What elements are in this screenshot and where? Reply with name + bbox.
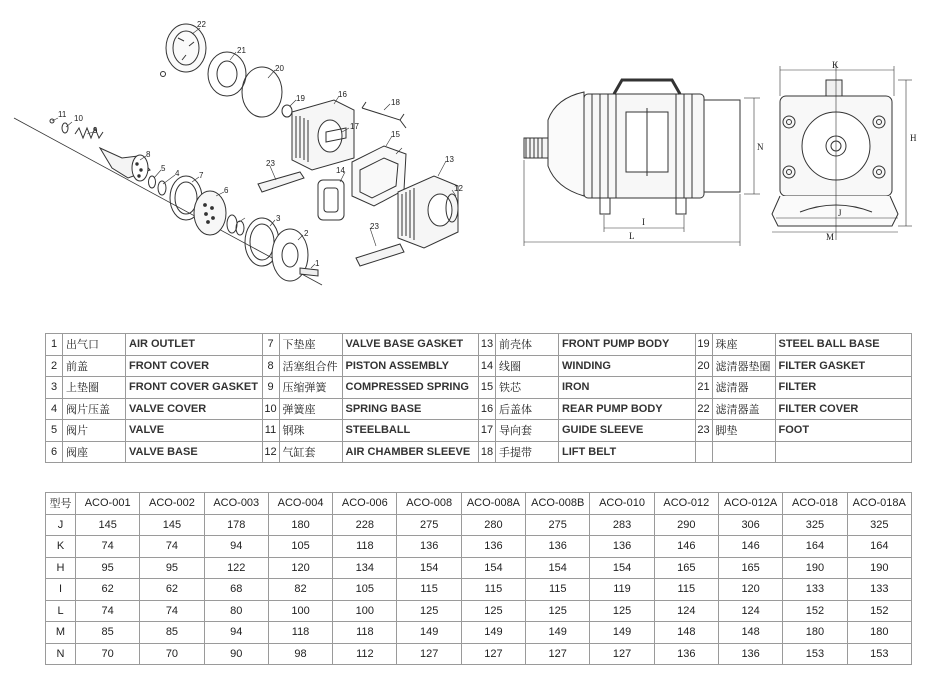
part-number: 13: [479, 334, 496, 356]
dimension-value: 100: [268, 600, 332, 622]
dimension-value: 136: [654, 643, 718, 665]
callout-19: 19: [296, 94, 305, 103]
dimension-value: 148: [718, 622, 782, 644]
callout-7: 7: [199, 171, 204, 180]
dimension-value: 125: [526, 600, 590, 622]
model-header: ACO-008B: [526, 493, 590, 515]
part-name-cn: 前盖: [63, 355, 126, 377]
dimension-value: 94: [204, 622, 268, 644]
dimension-value: 325: [783, 514, 847, 536]
model-header: ACO-004: [268, 493, 332, 515]
callout-22: 22: [197, 20, 206, 29]
part-number: 22: [695, 398, 712, 420]
dim-h: H: [910, 133, 917, 143]
part-name-en: FILTER COVER: [775, 398, 912, 420]
model-header: ACO-018: [783, 493, 847, 515]
dimension-value: 180: [783, 622, 847, 644]
dimension-value: 134: [333, 557, 397, 579]
dimension-value: 80: [204, 600, 268, 622]
part-name-en: FRONT PUMP BODY: [559, 334, 696, 356]
part-name-cn: 出气口: [63, 334, 126, 356]
dimension-key: H: [46, 557, 76, 579]
part-number: 23: [695, 420, 712, 442]
dimension-value: 62: [76, 579, 140, 601]
part-name-cn: 钢珠: [279, 420, 342, 442]
callout-15: 15: [391, 130, 400, 139]
dimension-key: J: [46, 514, 76, 536]
part-number: 18: [479, 441, 496, 463]
dimension-value: 190: [783, 557, 847, 579]
callout-13: 13: [445, 155, 454, 164]
dimension-value: 165: [718, 557, 782, 579]
part-name-en: FILTER GASKET: [775, 355, 912, 377]
dimension-value: 306: [718, 514, 782, 536]
callout-23-lower: 23: [370, 222, 379, 231]
callout-14: 14: [336, 166, 345, 175]
callout-9: 9: [93, 126, 98, 135]
dimension-value: 136: [590, 536, 654, 558]
dimension-value: 74: [76, 600, 140, 622]
part-name-cn: 滤清器盖: [712, 398, 775, 420]
part-name-cn: 上垫圈: [63, 377, 126, 399]
dimension-value: 148: [654, 622, 718, 644]
dim-k: K: [832, 60, 839, 70]
dimension-value: 154: [397, 557, 461, 579]
dimension-value: 136: [526, 536, 590, 558]
part-name-en: VALVE BASE GASKET: [342, 334, 479, 356]
part-name-en: SPRING BASE: [342, 398, 479, 420]
dimension-value: 145: [140, 514, 204, 536]
front-view: [772, 80, 898, 226]
spec-row: [46, 514, 912, 536]
part-number: 2: [46, 355, 63, 377]
model-header: ACO-008: [397, 493, 461, 515]
dimension-value: 95: [76, 557, 140, 579]
part-name-en: AIR OUTLET: [126, 334, 263, 356]
dimension-value: 228: [333, 514, 397, 536]
part-number: 8: [262, 355, 279, 377]
spec-row: [46, 622, 912, 644]
part-name-cn: 滤清器: [712, 377, 775, 399]
dimension-value: 122: [204, 557, 268, 579]
part-name-en: COMPRESSED SPRING: [342, 377, 479, 399]
part-name-en: VALVE: [126, 420, 263, 442]
dim-l: L: [629, 231, 635, 241]
part-name-cn: 气缸套: [279, 441, 342, 463]
callout-10: 10: [74, 114, 83, 123]
side-view: [524, 80, 740, 214]
part-name-en: PISTON ASSEMBLY: [342, 355, 479, 377]
dim-i: I: [642, 217, 645, 227]
dimension-value: 100: [333, 600, 397, 622]
part-name-en: AIR CHAMBER SLEEVE: [342, 441, 479, 463]
dimension-value: 112: [333, 643, 397, 665]
part-name-en: FILTER: [775, 377, 912, 399]
callout-23: 23: [266, 159, 275, 168]
part-name-cn: 弹簧座: [279, 398, 342, 420]
empty-cell: [712, 441, 775, 463]
dimension-value: 90: [204, 643, 268, 665]
dimension-value: 164: [847, 536, 911, 558]
dimension-value: 74: [76, 536, 140, 558]
dimension-value: 154: [590, 557, 654, 579]
part-name-en: LIFT BELT: [559, 441, 696, 463]
dimension-value: 105: [333, 579, 397, 601]
dimension-value: 70: [76, 643, 140, 665]
model-header: ACO-001: [76, 493, 140, 515]
dimension-value: 74: [140, 536, 204, 558]
dimension-value: 153: [847, 643, 911, 665]
dimension-value: 149: [526, 622, 590, 644]
part-number: 20: [695, 355, 712, 377]
part-number: 3: [46, 377, 63, 399]
dimension-value: 180: [268, 514, 332, 536]
dimension-value: 74: [140, 600, 204, 622]
parts-row: [46, 441, 912, 463]
dimension-value: 127: [590, 643, 654, 665]
empty-cell: [775, 441, 912, 463]
part-name-en: FOOT: [775, 420, 912, 442]
part-name-cn: 阀片: [63, 420, 126, 442]
part-name-cn: 活塞组合件: [279, 355, 342, 377]
dimension-value: 125: [397, 600, 461, 622]
dimension-value: 152: [783, 600, 847, 622]
part-number: 16: [479, 398, 496, 420]
model-header: ACO-012A: [718, 493, 782, 515]
dimension-value: 85: [140, 622, 204, 644]
dimension-value: 133: [783, 579, 847, 601]
callout-18: 18: [391, 98, 400, 107]
dimension-value: 190: [847, 557, 911, 579]
dimension-value: 118: [333, 536, 397, 558]
callout-4: 4: [175, 169, 180, 178]
part-name-cn: 压缩弹簧: [279, 377, 342, 399]
part-name-en: FRONT COVER: [126, 355, 263, 377]
callout-6: 6: [224, 186, 229, 195]
part-number: 9: [262, 377, 279, 399]
dimension-value: 133: [847, 579, 911, 601]
part-name-en: VALVE COVER: [126, 398, 263, 420]
part-name-cn: 阀片压盖: [63, 398, 126, 420]
model-header: ACO-003: [204, 493, 268, 515]
dimension-value: 153: [783, 643, 847, 665]
dimension-key: M: [46, 622, 76, 644]
callout-16: 16: [338, 90, 347, 99]
part-name-cn: 线圈: [496, 355, 559, 377]
dimension-value: 82: [268, 579, 332, 601]
dimension-value: 125: [461, 600, 525, 622]
spec-row: [46, 643, 912, 665]
dimension-value: 119: [590, 579, 654, 601]
dimension-value: 290: [654, 514, 718, 536]
part-number: 10: [262, 398, 279, 420]
part-name-cn: 铁芯: [496, 377, 559, 399]
part-name-cn: 导向套: [496, 420, 559, 442]
parts-row: [46, 398, 912, 420]
part-number: 15: [479, 377, 496, 399]
part-number: 14: [479, 355, 496, 377]
dimension-value: 118: [333, 622, 397, 644]
dimension-value: 275: [526, 514, 590, 536]
dimension-key: N: [46, 643, 76, 665]
spec-header-row: [46, 493, 912, 515]
dimension-value: 165: [654, 557, 718, 579]
dimension-value: 127: [397, 643, 461, 665]
dimension-value: 146: [654, 536, 718, 558]
parts-row: [46, 334, 912, 356]
spec-header-label: 型号: [46, 493, 76, 515]
dimension-value: 68: [204, 579, 268, 601]
callout-17: 17: [350, 122, 359, 131]
dim-m: M: [826, 232, 835, 242]
model-header: ACO-002: [140, 493, 204, 515]
dimension-value: 149: [397, 622, 461, 644]
dimension-value: 62: [140, 579, 204, 601]
part-number: 7: [262, 334, 279, 356]
parts-list-table: [45, 333, 912, 463]
part-number: 12: [262, 441, 279, 463]
dimension-value: 115: [654, 579, 718, 601]
dimension-key: L: [46, 600, 76, 622]
dimension-value: 178: [204, 514, 268, 536]
dimension-value: 127: [461, 643, 525, 665]
parts-row: [46, 377, 912, 399]
part-number: 6: [46, 441, 63, 463]
dimension-value: 280: [461, 514, 525, 536]
part-name-cn: 脚垫: [712, 420, 775, 442]
dimension-value: 180: [847, 622, 911, 644]
dimension-value: 127: [526, 643, 590, 665]
dimension-value: 115: [461, 579, 525, 601]
dimension-value: 145: [76, 514, 140, 536]
dimension-value: 136: [397, 536, 461, 558]
dimension-value: 146: [718, 536, 782, 558]
dimension-value: 94: [204, 536, 268, 558]
dim-n: N: [757, 142, 764, 152]
part-name-cn: 手提带: [496, 441, 559, 463]
part-name-en: IRON: [559, 377, 696, 399]
part-number: 17: [479, 420, 496, 442]
dimension-value: 120: [268, 557, 332, 579]
callout-5: 5: [161, 164, 166, 173]
model-header: ACO-012: [654, 493, 718, 515]
dimension-value: 105: [268, 536, 332, 558]
dimension-value: 124: [718, 600, 782, 622]
dimension-key: K: [46, 536, 76, 558]
callout-11: 11: [58, 110, 67, 119]
part-number: 1: [46, 334, 63, 356]
dimension-value: 275: [397, 514, 461, 536]
part-name-en: STEEL BALL BASE: [775, 334, 912, 356]
dimension-value: 115: [397, 579, 461, 601]
part-name-en: REAR PUMP BODY: [559, 398, 696, 420]
part-name-cn: 珠座: [712, 334, 775, 356]
spec-row: [46, 536, 912, 558]
model-dimensions-table: [45, 492, 912, 665]
dimension-value: 70: [140, 643, 204, 665]
parts-row: [46, 355, 912, 377]
part-name-en: GUIDE SLEEVE: [559, 420, 696, 442]
spec-row: [46, 600, 912, 622]
callout-2: 2: [304, 229, 309, 238]
part-number: 19: [695, 334, 712, 356]
dimension-value: 85: [76, 622, 140, 644]
model-header: ACO-010: [590, 493, 654, 515]
model-header: ACO-006: [333, 493, 397, 515]
dimension-value: 136: [461, 536, 525, 558]
callout-12: 12: [454, 184, 463, 193]
dimension-value: 95: [140, 557, 204, 579]
callout-20: 20: [275, 64, 284, 73]
model-header: ACO-008A: [461, 493, 525, 515]
callout-21: 21: [237, 46, 246, 55]
callout-3: 3: [276, 214, 281, 223]
part-name-en: VALVE BASE: [126, 441, 263, 463]
dimension-value: 149: [461, 622, 525, 644]
dimension-value: 164: [783, 536, 847, 558]
callout-1: 1: [315, 259, 320, 268]
dimension-value: 124: [654, 600, 718, 622]
dimension-value: 149: [590, 622, 654, 644]
empty-cell: [695, 441, 712, 463]
dimension-value: 325: [847, 514, 911, 536]
dimension-value: 154: [461, 557, 525, 579]
dimension-value: 136: [718, 643, 782, 665]
dimension-value: 125: [590, 600, 654, 622]
callout-8: 8: [146, 150, 151, 159]
dimension-value: 283: [590, 514, 654, 536]
part-name-en: STEELBALL: [342, 420, 479, 442]
part-number: 21: [695, 377, 712, 399]
part-number: 5: [46, 420, 63, 442]
technical-drawings: [0, 0, 940, 300]
part-name-cn: 前壳体: [496, 334, 559, 356]
model-header: ACO-018A: [847, 493, 911, 515]
part-number: 11: [262, 420, 279, 442]
part-name-en: FRONT COVER GASKET: [126, 377, 263, 399]
part-name-cn: 滤清器垫圈: [712, 355, 775, 377]
dimension-value: 118: [268, 622, 332, 644]
part-name-cn: 下垫座: [279, 334, 342, 356]
exploded-view: [14, 24, 458, 285]
dimension-value: 120: [718, 579, 782, 601]
part-name-en: WINDING: [559, 355, 696, 377]
part-name-cn: 阀座: [63, 441, 126, 463]
dimension-key: I: [46, 579, 76, 601]
spec-row: [46, 579, 912, 601]
dimension-value: 152: [847, 600, 911, 622]
dimension-value: 154: [526, 557, 590, 579]
part-number: 4: [46, 398, 63, 420]
parts-row: [46, 420, 912, 442]
dim-j: J: [838, 208, 842, 218]
dimension-value: 98: [268, 643, 332, 665]
part-name-cn: 后盖体: [496, 398, 559, 420]
dimension-value: 115: [526, 579, 590, 601]
spec-row: [46, 557, 912, 579]
